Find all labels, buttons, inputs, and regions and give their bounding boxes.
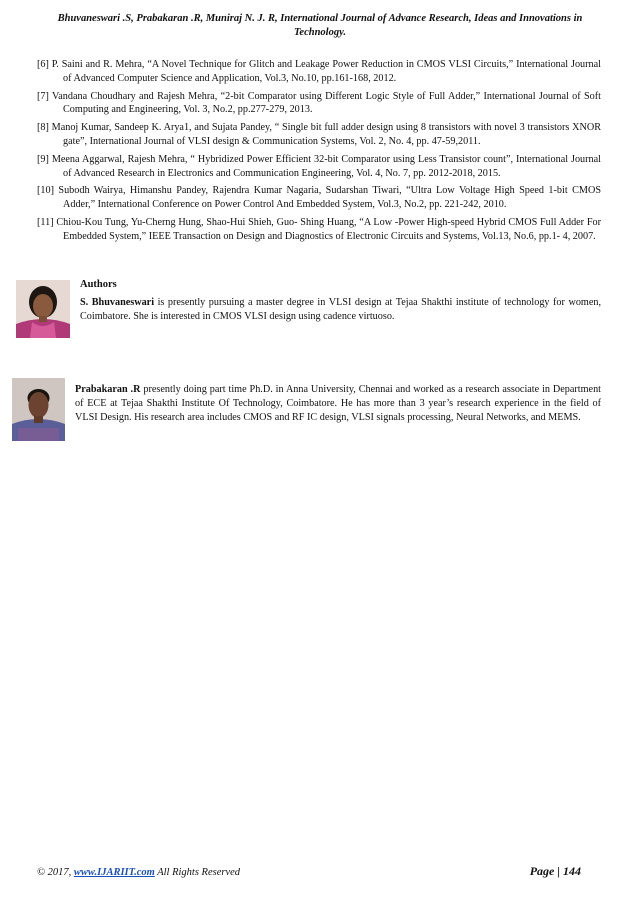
copyright-prefix: © 2017, — [37, 867, 74, 878]
reference-item: [8] Manoj Kumar, Sandeep K. Arya1, and Sujata Pandey, “ Single bit full adder design using 8 transistors with novel 3 transistors XNOR gate”, International Journal of VLSI design & Communication Systems, Vol. 2, No. 4, pp. 47-59,2011. — [37, 122, 601, 147]
reference-item: [6] P. Saini and R. Mehra, “A Novel Technique for Glitch and Leakage Power Reduction in CMOS VLSI Circuits,” International Journal of Advanced Computer Science and Application, Vol.3, No.10, pp.161-168, 2012. — [37, 59, 601, 84]
author-bio-text: is presently pursuing a master degree in VLSI design at Tejaa Shakthi institute of technology for women, Coimbatore. She is interested in CMOS VLSI design using cadence virtuoso. — [80, 297, 602, 322]
reference-item: [9] Meena Aggarwal, Rajesh Mehra, “ Hybridized Power Efficient 32-bit Comparator using Less Transistor count”, International Journal of Advanced Research in Electronics and Communication Engineering, Vol. 4, No. 7, pp. 2012-2018, 2015. — [37, 153, 601, 179]
copyright-footer — [37, 867, 240, 878]
copyright-suffix: All Rights Reserved — [154, 867, 241, 878]
reference-list — [37, 58, 601, 248]
reference-item: [7] Vandana Choudhary and Rajesh Mehra, “2-bit Comparator using Different Logic Style of Full Adder,” International Journal of Soft Computing and Engineering, Vol. 3, No.2, pp.277-279, 2013. — [37, 90, 601, 116]
reference-item: [10] Subodh Wairya, Himanshu Pandey, Rajendra Kumar Nagaria, Sudarshan Tiwari, “Ultra Low Voltage High Speed 1-bit CMOS Adder,” International Conference on Power Control And Embedded System, Vol.3, No.2, pp. 221-242, 2010. — [37, 185, 601, 211]
journal-website-link[interactable]: www.IJARIIT.com — [73, 867, 155, 878]
author-bio-text: presently doing part time Ph.D. in Anna University, Chennai and worked as a research associate in Department of ECE at Tejaa Shakthi Institute Of Technology, Coimbatore. He has more than 3 year’s research experience in the field of VLSI Design. His research area includes CMOS and RF IC design, VLSI signals processing, Neural Networks, and MEMS. — [75, 384, 601, 423]
author-bio-bhuvaneswari — [80, 296, 601, 324]
reference-item: [11] Chiou-Kou Tung, Yu-Cherng Hung, Shao-Hui Shieh, Guo- Shing Huang, “A Low -Power High-speed Hybrid CMOS Full Adder For Embedded System,” IEEE Transaction on Design and Diagnostics of Electronic Circuits and Systems, Vol.13, No.6, pp.1- 4, 2007. — [37, 216, 601, 242]
author-name: S. Bhuvaneswari — [80, 297, 155, 308]
authors-heading: Authors — [80, 279, 117, 290]
author-bio-prabakaran — [75, 383, 601, 425]
running-header: Bhuvaneswari .S, Prabakaran .R, Muniraj N. J. R, International Journal of Advance Research, Ideas and Innovations in Technology. — [57, 13, 583, 38]
page-number: Page | 144 — [529, 864, 581, 878]
author-photo-bhuvaneswari — [16, 280, 70, 338]
author-name: Prabakaran .R — [75, 384, 141, 395]
author-photo-prabakaran — [12, 378, 65, 441]
